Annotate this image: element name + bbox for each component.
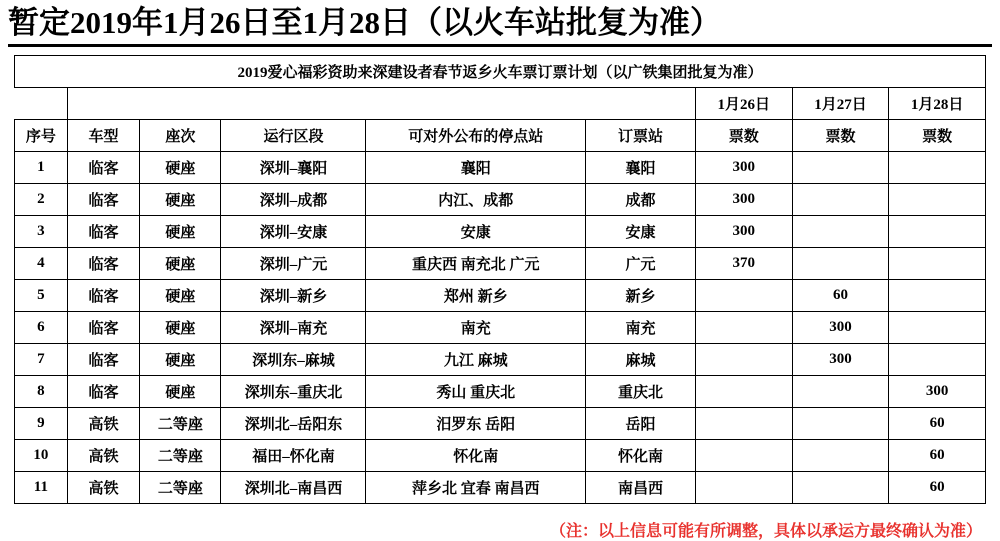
- cell-tickets-26: [695, 344, 792, 376]
- cell-tickets-28: [889, 216, 986, 248]
- cell-seat: 硬座: [140, 152, 221, 184]
- spacer-cell: [15, 88, 68, 120]
- col-header-route: 运行区段: [221, 120, 366, 152]
- cell-tickets-27: [792, 216, 889, 248]
- cell-type: 临客: [67, 376, 139, 408]
- table-row: [15, 184, 986, 216]
- cell-tickets-28: 60: [889, 472, 986, 504]
- spacer-cell: [140, 88, 221, 120]
- table-row: [15, 440, 986, 472]
- cell-seat: 二等座: [140, 472, 221, 504]
- cell-tickets-26: [695, 440, 792, 472]
- cell-route: 深圳东–重庆北: [221, 376, 366, 408]
- cell-tickets-27: 300: [792, 344, 889, 376]
- cell-tickets-26: [695, 312, 792, 344]
- table-title: 2019爱心福彩资助来深建设者春节返乡火车票订票计划（以广铁集团批复为准）: [15, 56, 986, 88]
- cell-tickets-28: 300: [889, 376, 986, 408]
- cell-type: 高铁: [67, 472, 139, 504]
- cell-no: 1: [15, 152, 68, 184]
- cell-stops: 郑州 新乡: [366, 280, 586, 312]
- cell-tickets-26: 300: [695, 184, 792, 216]
- schedule-table: [14, 55, 986, 504]
- cell-type: 临客: [67, 344, 139, 376]
- spacer-cell: [221, 88, 366, 120]
- cell-type: 临客: [67, 248, 139, 280]
- cell-seat: 硬座: [140, 376, 221, 408]
- cell-no: 9: [15, 408, 68, 440]
- col-header-stops: 可对外公布的停点站: [366, 120, 586, 152]
- cell-tickets-26: 370: [695, 248, 792, 280]
- table-row: [15, 472, 986, 504]
- cell-tickets-26: [695, 472, 792, 504]
- cell-route: 深圳–新乡: [221, 280, 366, 312]
- cell-tickets-26: 300: [695, 152, 792, 184]
- cell-route: 深圳–成都: [221, 184, 366, 216]
- table-row: [15, 216, 986, 248]
- date-header-3: 1月28日: [889, 88, 986, 120]
- cell-station: 广元: [586, 248, 696, 280]
- col-header-seat: 座次: [140, 120, 221, 152]
- cell-tickets-28: [889, 184, 986, 216]
- cell-no: 8: [15, 376, 68, 408]
- cell-no: 2: [15, 184, 68, 216]
- cell-no: 10: [15, 440, 68, 472]
- schedule-table-container: [14, 55, 986, 504]
- cell-type: 临客: [67, 312, 139, 344]
- cell-tickets-26: [695, 376, 792, 408]
- cell-no: 3: [15, 216, 68, 248]
- cell-tickets-28: 60: [889, 440, 986, 472]
- cell-stops: 九江 麻城: [366, 344, 586, 376]
- col-header-tickets-28: 票数: [889, 120, 986, 152]
- cell-stops: 怀化南: [366, 440, 586, 472]
- cell-seat: 二等座: [140, 408, 221, 440]
- col-header-station: 订票站: [586, 120, 696, 152]
- cell-tickets-28: 60: [889, 408, 986, 440]
- spacer-cell: [366, 88, 586, 120]
- table-row: [15, 408, 986, 440]
- cell-stops: 汨罗东 岳阳: [366, 408, 586, 440]
- cell-seat: 硬座: [140, 312, 221, 344]
- cell-tickets-28: [889, 248, 986, 280]
- cell-stops: 襄阳: [366, 152, 586, 184]
- cell-tickets-26: [695, 408, 792, 440]
- cell-stops: 秀山 重庆北: [366, 376, 586, 408]
- cell-station: 襄阳: [586, 152, 696, 184]
- spacer-cell: [67, 88, 139, 120]
- cell-route: 深圳–襄阳: [221, 152, 366, 184]
- cell-station: 新乡: [586, 280, 696, 312]
- cell-tickets-27: 60: [792, 280, 889, 312]
- cell-station: 南充: [586, 312, 696, 344]
- cell-type: 临客: [67, 280, 139, 312]
- cell-route: 福田–怀化南: [221, 440, 366, 472]
- cell-type: 临客: [67, 184, 139, 216]
- col-header-type: 车型: [67, 120, 139, 152]
- cell-station: 南昌西: [586, 472, 696, 504]
- cell-tickets-28: [889, 312, 986, 344]
- title-divider: [8, 44, 992, 47]
- cell-route: 深圳–南充: [221, 312, 366, 344]
- table-row: [15, 344, 986, 376]
- cell-tickets-27: [792, 472, 889, 504]
- cell-no: 11: [15, 472, 68, 504]
- cell-route: 深圳–广元: [221, 248, 366, 280]
- cell-tickets-27: [792, 184, 889, 216]
- cell-stops: 安康: [366, 216, 586, 248]
- cell-tickets-27: [792, 248, 889, 280]
- cell-stops: 重庆西 南充北 广元: [366, 248, 586, 280]
- table-row: [15, 152, 986, 184]
- cell-route: 深圳北–岳阳东: [221, 408, 366, 440]
- cell-stops: 南充: [366, 312, 586, 344]
- cell-seat: 硬座: [140, 344, 221, 376]
- cell-tickets-27: 300: [792, 312, 889, 344]
- col-header-tickets-26: 票数: [695, 120, 792, 152]
- cell-type: 高铁: [67, 408, 139, 440]
- cell-tickets-28: [889, 152, 986, 184]
- cell-tickets-27: [792, 376, 889, 408]
- col-header-tickets-27: 票数: [792, 120, 889, 152]
- cell-station: 安康: [586, 216, 696, 248]
- table-title-row: [15, 56, 986, 88]
- cell-no: 4: [15, 248, 68, 280]
- table-row: [15, 312, 986, 344]
- cell-tickets-28: [889, 280, 986, 312]
- cell-tickets-27: [792, 408, 889, 440]
- spacer-cell: [586, 88, 696, 120]
- cell-type: 高铁: [67, 440, 139, 472]
- cell-no: 6: [15, 312, 68, 344]
- cell-station: 麻城: [586, 344, 696, 376]
- cell-tickets-26: [695, 280, 792, 312]
- cell-type: 临客: [67, 216, 139, 248]
- cell-tickets-27: [792, 440, 889, 472]
- table-date-header-row: [15, 88, 986, 120]
- col-header-no: 序号: [15, 120, 68, 152]
- cell-route: 深圳东–麻城: [221, 344, 366, 376]
- cell-tickets-27: [792, 152, 889, 184]
- table-row: [15, 280, 986, 312]
- cell-station: 成都: [586, 184, 696, 216]
- cell-type: 临客: [67, 152, 139, 184]
- date-header-1: 1月26日: [695, 88, 792, 120]
- date-header-2: 1月27日: [792, 88, 889, 120]
- cell-seat: 二等座: [140, 440, 221, 472]
- cell-station: 重庆北: [586, 376, 696, 408]
- cell-route: 深圳–安康: [221, 216, 366, 248]
- table-row: [15, 376, 986, 408]
- table-row: [15, 248, 986, 280]
- cell-tickets-28: [889, 344, 986, 376]
- footnote: （注：以上信息可能有所调整，具体以承运方最终确认为准）: [549, 523, 982, 541]
- cell-no: 7: [15, 344, 68, 376]
- cell-tickets-26: 300: [695, 216, 792, 248]
- table-column-header-row: [15, 120, 986, 152]
- cell-seat: 硬座: [140, 184, 221, 216]
- page-title: 暂定2019年1月26日至1月28日（以火车站批复为准）: [8, 5, 721, 40]
- cell-stops: 内江、成都: [366, 184, 586, 216]
- cell-station: 怀化南: [586, 440, 696, 472]
- cell-seat: 硬座: [140, 248, 221, 280]
- cell-seat: 硬座: [140, 280, 221, 312]
- cell-seat: 硬座: [140, 216, 221, 248]
- cell-stops: 萍乡北 宜春 南昌西: [366, 472, 586, 504]
- cell-route: 深圳北–南昌西: [221, 472, 366, 504]
- cell-station: 岳阳: [586, 408, 696, 440]
- cell-no: 5: [15, 280, 68, 312]
